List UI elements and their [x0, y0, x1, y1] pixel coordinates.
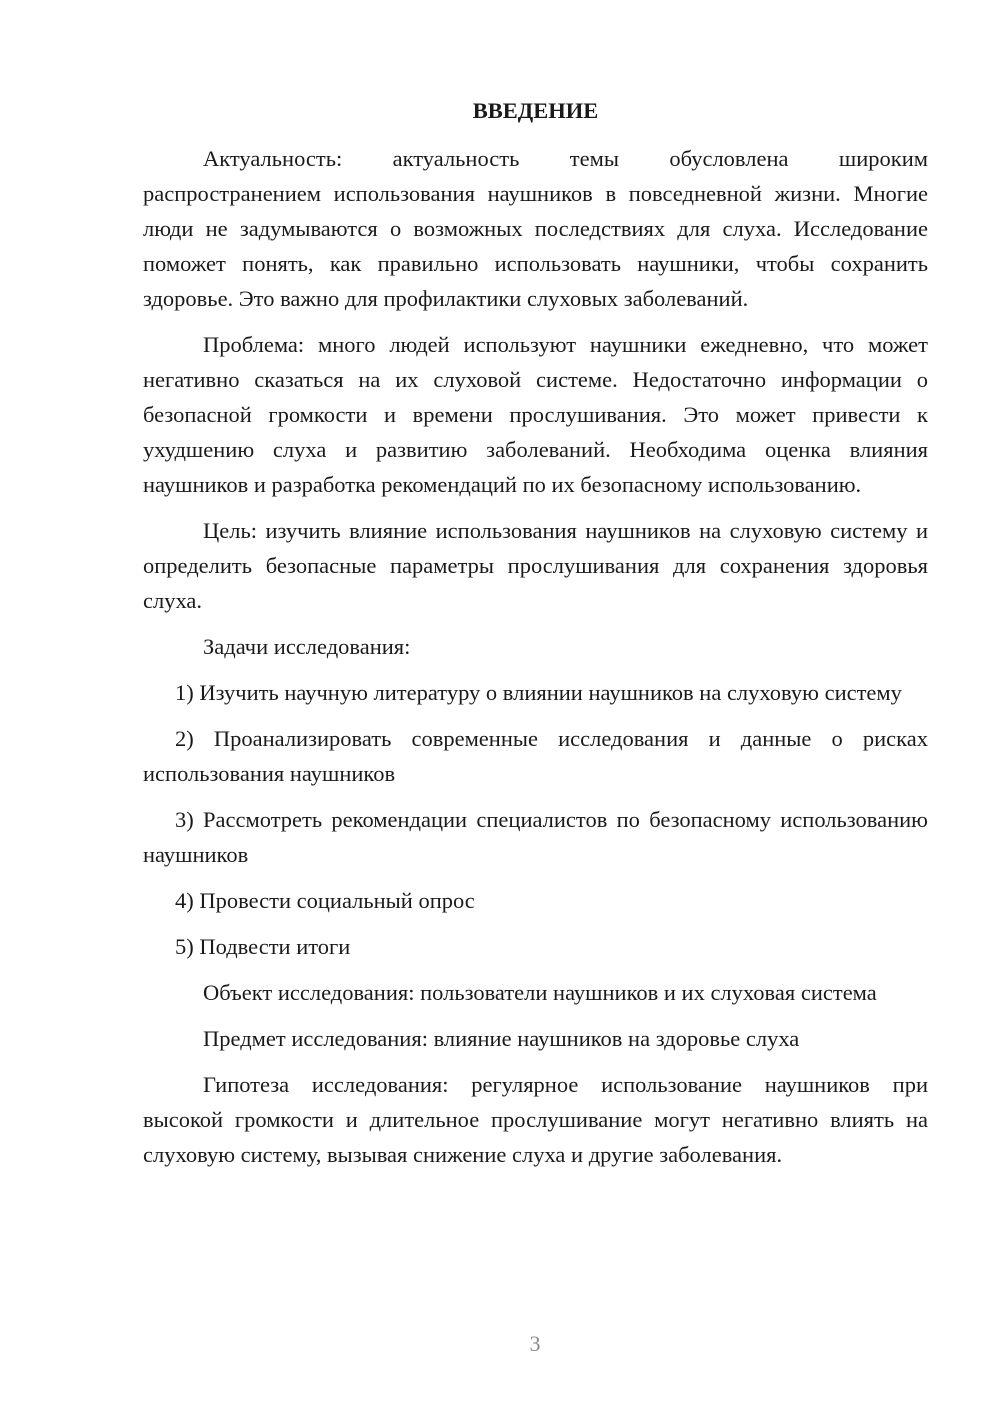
- document-page: [143, 96, 928, 1183]
- task-item-3: 3) Рассмотреть рекомендации специалистов по безопасному использованию наушников: [143, 807, 928, 867]
- document-title: ВВЕДЕНИЕ: [472, 98, 599, 123]
- task-item-1: 1) Изучить научную литературу о влиянии наушников на слуховую систему: [175, 680, 902, 705]
- goal-paragraph: Цель: изучить влияние использования наушников на слуховую систему и определить безопасные параметры прослушивания для сохранения здоровья слуха.: [143, 518, 928, 613]
- relevance-paragraph: Актуальность: актуальность темы обусловлена широким распространением использования наушников в повседневной жизни. Многие люди не задумываются о возможных последствиях для слуха. Исследование поможет понять, как правильно использовать наушники, чтобы сохранить здоровье. Это важно для профилактики слуховых заболеваний.: [143, 146, 928, 311]
- page-number: 3: [529, 1331, 541, 1356]
- hypothesis-paragraph: Гипотеза исследования: регулярное использование наушников при высокой громкости и длительное прослушивание могут негативно влиять на слуховую систему, вызывая снижение слуха и другие заболевания.: [143, 1072, 928, 1167]
- tasks-title: Задачи исследования:: [203, 634, 411, 659]
- task-item-2: 2) Проанализировать современные исследования и данные о рисках использования наушников: [143, 726, 928, 786]
- object-paragraph: Объект исследования: пользователи наушников и их слуховая система: [203, 980, 877, 1005]
- task-item-4: 4) Провести социальный опрос: [175, 888, 475, 913]
- problem-paragraph: Проблема: много людей используют наушники ежедневно, что может негативно сказаться на их слуховой системе. Недостаточно информации о безопасной громкости и времени прослушивания. Это может привести к ухудшению слуха и развитию заболеваний. Необходима оценка влияния наушников и разработка рекомендаций по их безопасному использованию.: [143, 332, 928, 497]
- subject-paragraph: Предмет исследования: влияние наушников на здоровье слуха: [203, 1026, 800, 1051]
- task-item-5: 5) Подвести итоги: [175, 934, 351, 959]
